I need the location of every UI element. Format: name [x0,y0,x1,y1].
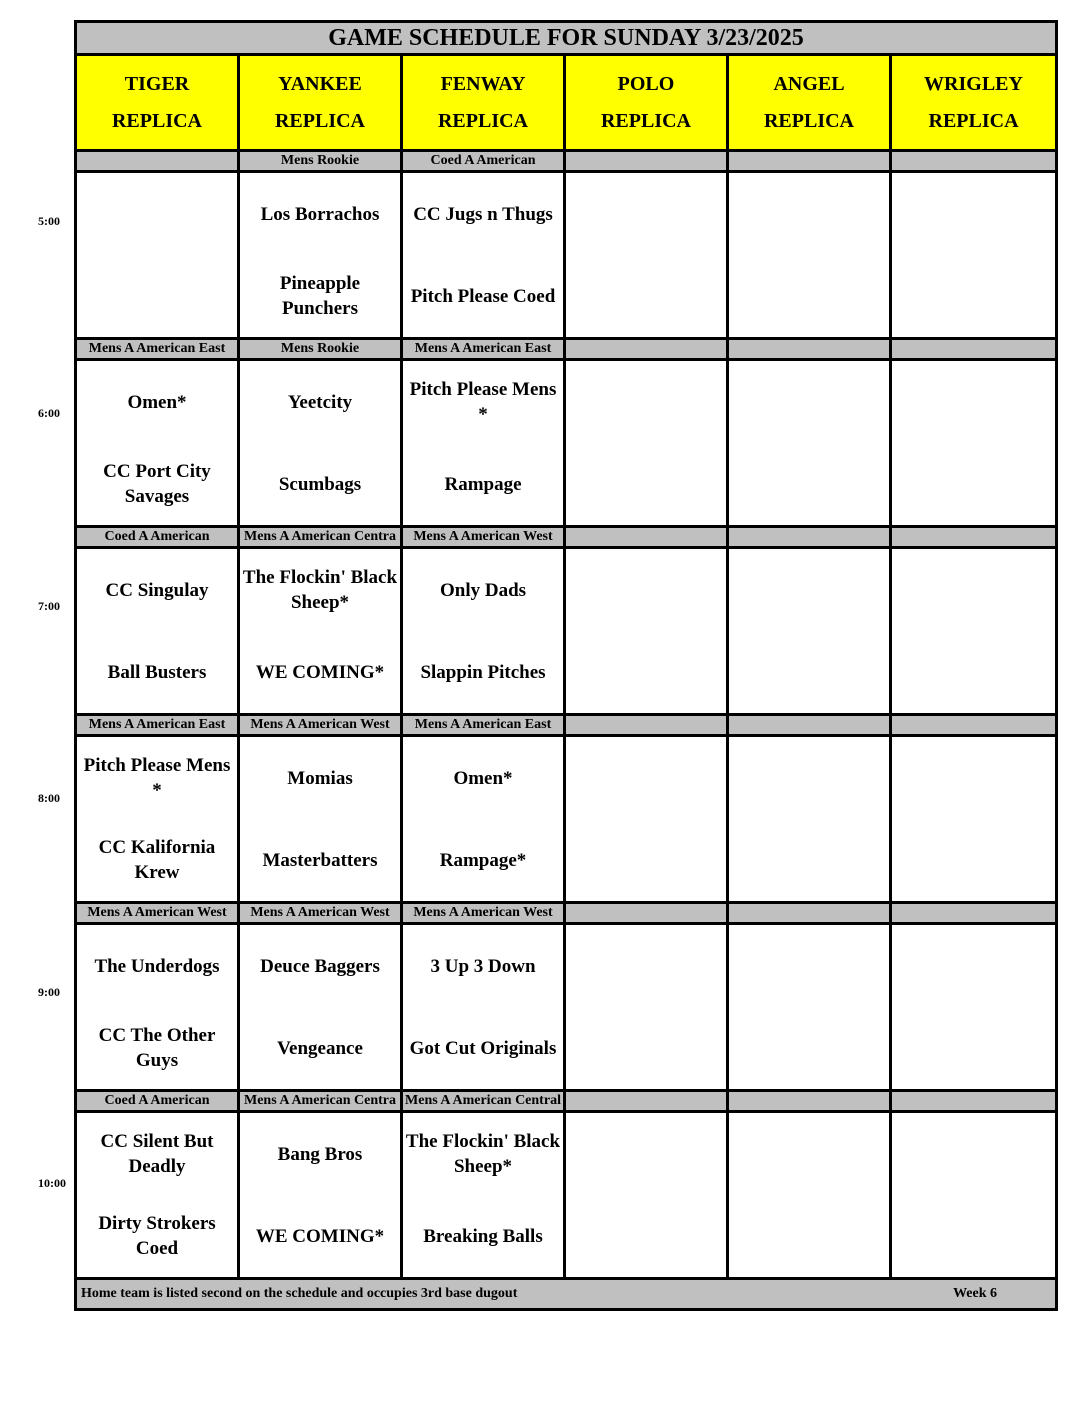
division-label: Mens A American East [76,715,239,736]
home-team: Slappin Pitches [420,661,546,683]
division-label [728,903,891,924]
away-team: Los Borrachos [260,203,380,225]
game-cell [728,172,891,339]
home-team: WE COMING* [255,1225,385,1247]
division-label [565,903,728,924]
away-team: The Flockin' Black Sheep* [405,1131,561,1177]
game-cell [565,172,728,339]
home-team [77,255,237,337]
game-cell [239,172,402,339]
division-label [565,151,728,172]
away-team [566,1113,726,1195]
division-label [728,1091,891,1112]
away-team: Momias [287,767,353,789]
game-cell [239,1112,402,1279]
field-subtitle: REPLICA [928,109,1019,132]
field-header [239,55,402,151]
field-subtitle: REPLICA [274,109,365,132]
game-cell [76,172,239,339]
home-team [729,819,889,901]
home-team [729,443,889,525]
division-label: Mens A American East [402,715,565,736]
division-label: Coed A American [76,527,239,548]
away-team: Bang Bros [277,1143,363,1165]
game-cell [239,736,402,903]
game-cell [728,1112,891,1279]
home-team: Got Cut Originals [409,1037,557,1059]
home-team: Rampage [444,473,522,495]
home-team: Dirty Strokers Coed [98,1213,216,1259]
away-team [892,1113,1055,1195]
division-label: Mens A American West [239,903,402,924]
field-subtitle: REPLICA [600,109,691,132]
home-team: CC The Other Guys [98,1025,216,1071]
division-label [891,151,1057,172]
page-title: GAME SCHEDULE FOR SUNDAY 3/23/2025 [76,22,1057,55]
game-cell [76,360,239,527]
game-cell [565,1112,728,1279]
home-team: Rampage* [439,849,527,871]
footer-note: Home team is listed second on the schedule and occupies 3rd base dugout [81,1286,518,1301]
home-team: Ball Busters [107,661,207,683]
division-label [76,151,239,172]
division-label: Mens A American Central [402,1091,565,1112]
away-team [892,549,1055,631]
game-cell [402,172,565,339]
game-cell [76,548,239,715]
field-header [565,55,728,151]
division-label [565,715,728,736]
away-team [729,549,889,631]
game-cell [891,924,1057,1091]
game-cell [891,360,1057,527]
field-name: POLO [617,72,675,95]
away-team [566,925,726,1007]
home-team: Breaking Balls [423,1225,543,1247]
division-label: Coed A American [402,151,565,172]
game-cell [891,1112,1057,1279]
field-header [891,55,1057,151]
home-team [892,443,1055,525]
away-team [892,173,1055,255]
away-team [892,925,1055,1007]
division-label [565,527,728,548]
home-team: CC Kalifornia Krew [98,837,216,883]
away-team [566,173,726,255]
home-team [892,819,1055,901]
game-cell [565,736,728,903]
game-cell [565,924,728,1091]
game-cell [891,736,1057,903]
field-name: TIGER [124,72,190,95]
away-team [566,361,726,443]
game-cell [565,548,728,715]
division-label: Mens A American East [402,339,565,360]
away-team: CC Singulay [105,579,209,601]
away-team [729,173,889,255]
away-team: The Flockin' Black Sheep* [242,567,398,613]
game-cell [239,360,402,527]
home-team [892,255,1055,337]
home-team: WE COMING* [255,661,385,683]
field-header [76,55,239,151]
home-team [566,1007,726,1089]
home-team [729,1195,889,1277]
game-cell [76,1112,239,1279]
game-cell [402,548,565,715]
field-subtitle: REPLICA [111,109,202,132]
division-label [565,339,728,360]
game-cell [565,360,728,527]
away-team [729,737,889,819]
division-label: Mens A American Centra [239,527,402,548]
away-team [729,925,889,1007]
division-label [891,1091,1057,1112]
game-cell [728,360,891,527]
time-label: 8:00 [38,791,60,805]
away-team: Pitch Please Mens * [83,755,231,801]
field-name: ANGEL [773,72,845,95]
home-team [892,1195,1055,1277]
away-team: Only Dads [439,579,527,601]
division-label [565,1091,728,1112]
division-label: Mens A American Centra [239,1091,402,1112]
home-team [729,255,889,337]
division-label: Mens A American West [76,903,239,924]
away-team [892,361,1055,443]
time-label: 5:00 [38,214,60,228]
away-team: Omen* [127,391,187,413]
division-label [728,715,891,736]
field-header [728,55,891,151]
home-team [566,1195,726,1277]
away-team [566,549,726,631]
division-label [891,339,1057,360]
away-team: The Underdogs [94,955,220,977]
field-subtitle: REPLICA [763,109,854,132]
division-label: Mens A American West [239,715,402,736]
game-cell [76,736,239,903]
home-team [566,819,726,901]
away-team [729,1113,889,1195]
time-label: 7:00 [38,599,60,613]
away-team: CC Silent But Deadly [100,1131,214,1177]
away-team [566,737,726,819]
game-cell [402,360,565,527]
home-team [729,1007,889,1089]
time-label: 6:00 [38,406,60,420]
division-label: Mens Rookie [239,151,402,172]
time-label: 10:00 [38,1176,66,1190]
schedule-table [74,20,1058,1311]
game-cell [402,736,565,903]
game-cell [402,924,565,1091]
division-label [728,339,891,360]
field-name: WRIGLEY [924,72,1023,95]
home-team: Pitch Please Coed [410,285,556,307]
away-team: Yeetcity [287,391,353,413]
away-team: 3 Up 3 Down [430,955,536,977]
division-label: Coed A American [76,1091,239,1112]
home-team: Masterbatters [262,849,378,871]
field-name: YANKEE [278,72,362,95]
time-column [0,0,74,1408]
division-label [891,527,1057,548]
field-subtitle: REPLICA [437,109,528,132]
game-cell [891,172,1057,339]
game-cell [239,548,402,715]
home-team [729,631,889,713]
home-team [566,255,726,337]
division-label [891,715,1057,736]
game-cell [728,924,891,1091]
away-team [77,173,237,255]
home-team: CC Port City Savages [103,461,211,507]
division-label: Mens A American East [76,339,239,360]
home-team [566,443,726,525]
game-cell [891,548,1057,715]
home-team [892,631,1055,713]
game-cell [402,1112,565,1279]
away-team: Pitch Please Mens * [409,379,557,425]
division-label [891,903,1057,924]
footer [76,1279,1057,1310]
home-team [566,631,726,713]
away-team [729,361,889,443]
field-header [402,55,565,151]
week-label: Week 6 [953,1286,998,1301]
away-team: CC Jugs n Thugs [413,203,553,225]
field-name: FENWAY [440,72,526,95]
home-team: Pineapple Punchers [279,273,361,319]
division-label: Mens Rookie [239,339,402,360]
game-cell [76,924,239,1091]
division-label [728,527,891,548]
home-team: Scumbags [278,473,362,495]
home-team: Vengeance [277,1037,363,1059]
game-cell [728,736,891,903]
away-team [892,737,1055,819]
game-cell [239,924,402,1091]
division-label: Mens A American West [402,903,565,924]
away-team: Deuce Baggers [260,955,380,977]
time-label: 9:00 [38,985,60,999]
division-label [728,151,891,172]
division-label: Mens A American West [402,527,565,548]
home-team [892,1007,1055,1089]
away-team: Omen* [453,767,513,789]
game-cell [728,548,891,715]
